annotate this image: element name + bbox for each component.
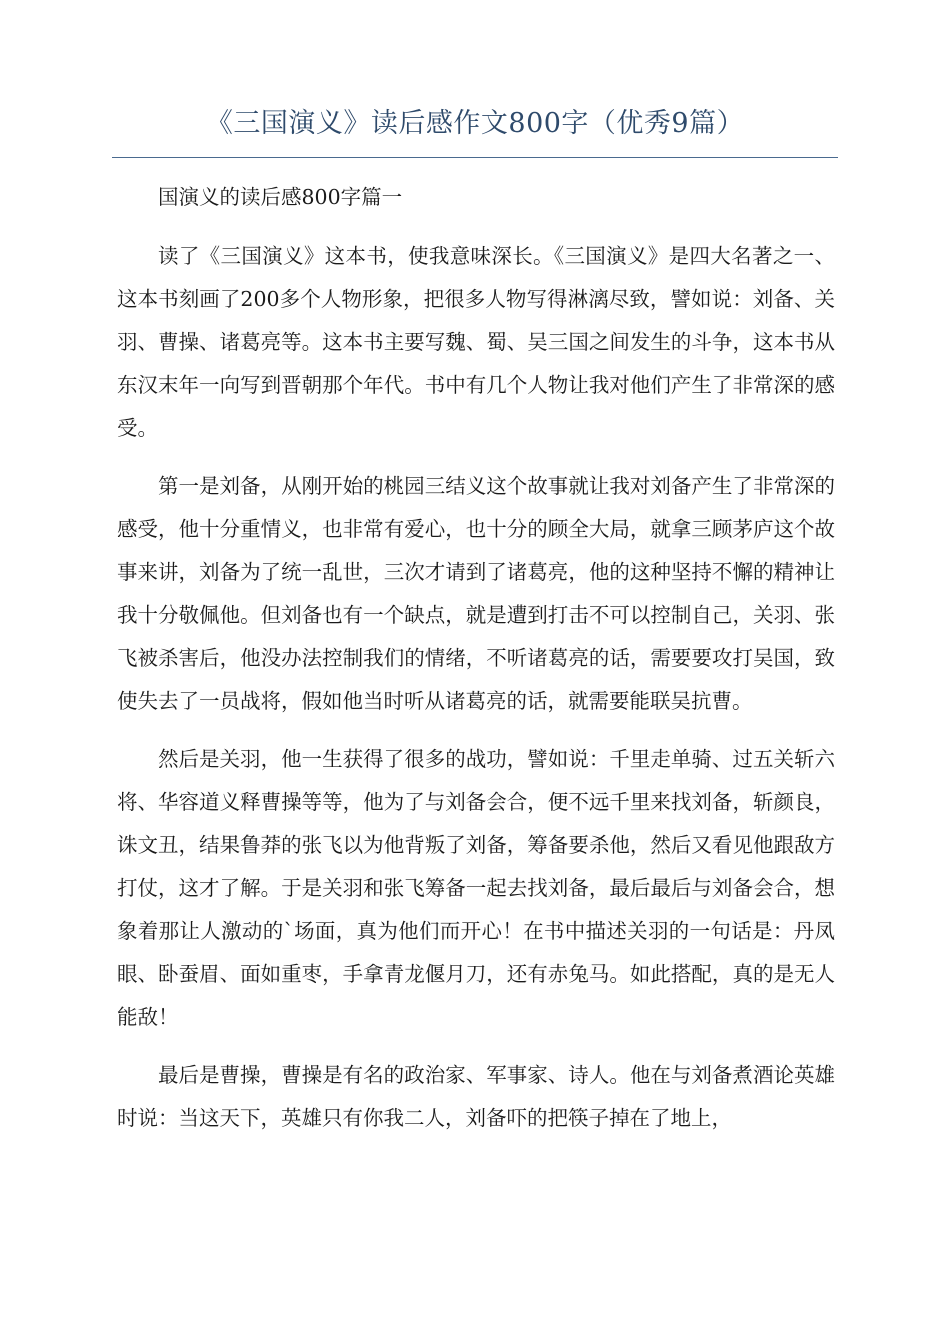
section-heading: 国演义的读后感800字篇一 <box>158 185 403 209</box>
paragraph-1: 读了《三国演义》这本书，使我意味深长。《三国演义》是四大名著之一、这本书刻画了200多个人物形象，把很多人物写得淋漓尽致，譬如说：刘备、关羽、曹操、诸葛亮等。这本书主要写魏、蜀、吴三国之间发生的斗争，这本书从东汉末年一向写到晋朝那个年代。书中有几个人物让我对他们产生了非常深的感受。 <box>117 244 835 440</box>
paragraph-4: 最后是曹操，曹操是有名的政治家、军事家、诗人。他在与刘备煮酒论英雄时说：当这天下，英雄只有你我二人，刘备吓的把筷子掉在了地上， <box>117 1063 835 1130</box>
paragraph-3: 然后是关羽，他一生获得了很多的战功，譬如说：千里走单骑、过五关斩六将、华容道义释曹操等等，他为了与刘备会合，便不远千里来找刘备，斩颜良，诛文丑，结果鲁莽的张飞以为他背叛了刘备，筹备要杀他，然后又看见他跟敌方打仗，这才了解。于是关羽和张飞筹备一起去找刘备，最后最后与刘备会合，想象着那让人激动的`场面，真为他们而开心！在书中描述关羽的一句话是：丹凤眼、卧蚕眉、面如重枣，手拿青龙偃月刀，还有赤兔马。如此搭配，真的是无人能敌！ <box>117 747 835 1029</box>
title-divider <box>112 157 838 158</box>
document-title: 《三国演义》读后感作文800字（优秀9篇） <box>205 108 745 139</box>
paragraph-2: 第一是刘备，从刚开始的桃园三结义这个故事就让我对刘备产生了非常深的感受，他十分重情义，也非常有爱心，也十分的顾全大局，就拿三顾茅庐这个故事来讲，刘备为了统一乱世，三次才请到了诸葛亮，他的这种坚持不懈的精神让我十分敬佩他。但刘备也有一个缺点，就是遭到打击不可以控制自己，关羽、张飞被杀害后，他没办法控制我们的情绪，不听诸葛亮的话，需要要攻打吴国，致使失去了一员战将，假如他当时听从诸葛亮的话，就需要能联吴抗曹。 <box>117 474 835 713</box>
document-body <box>117 176 835 1155</box>
